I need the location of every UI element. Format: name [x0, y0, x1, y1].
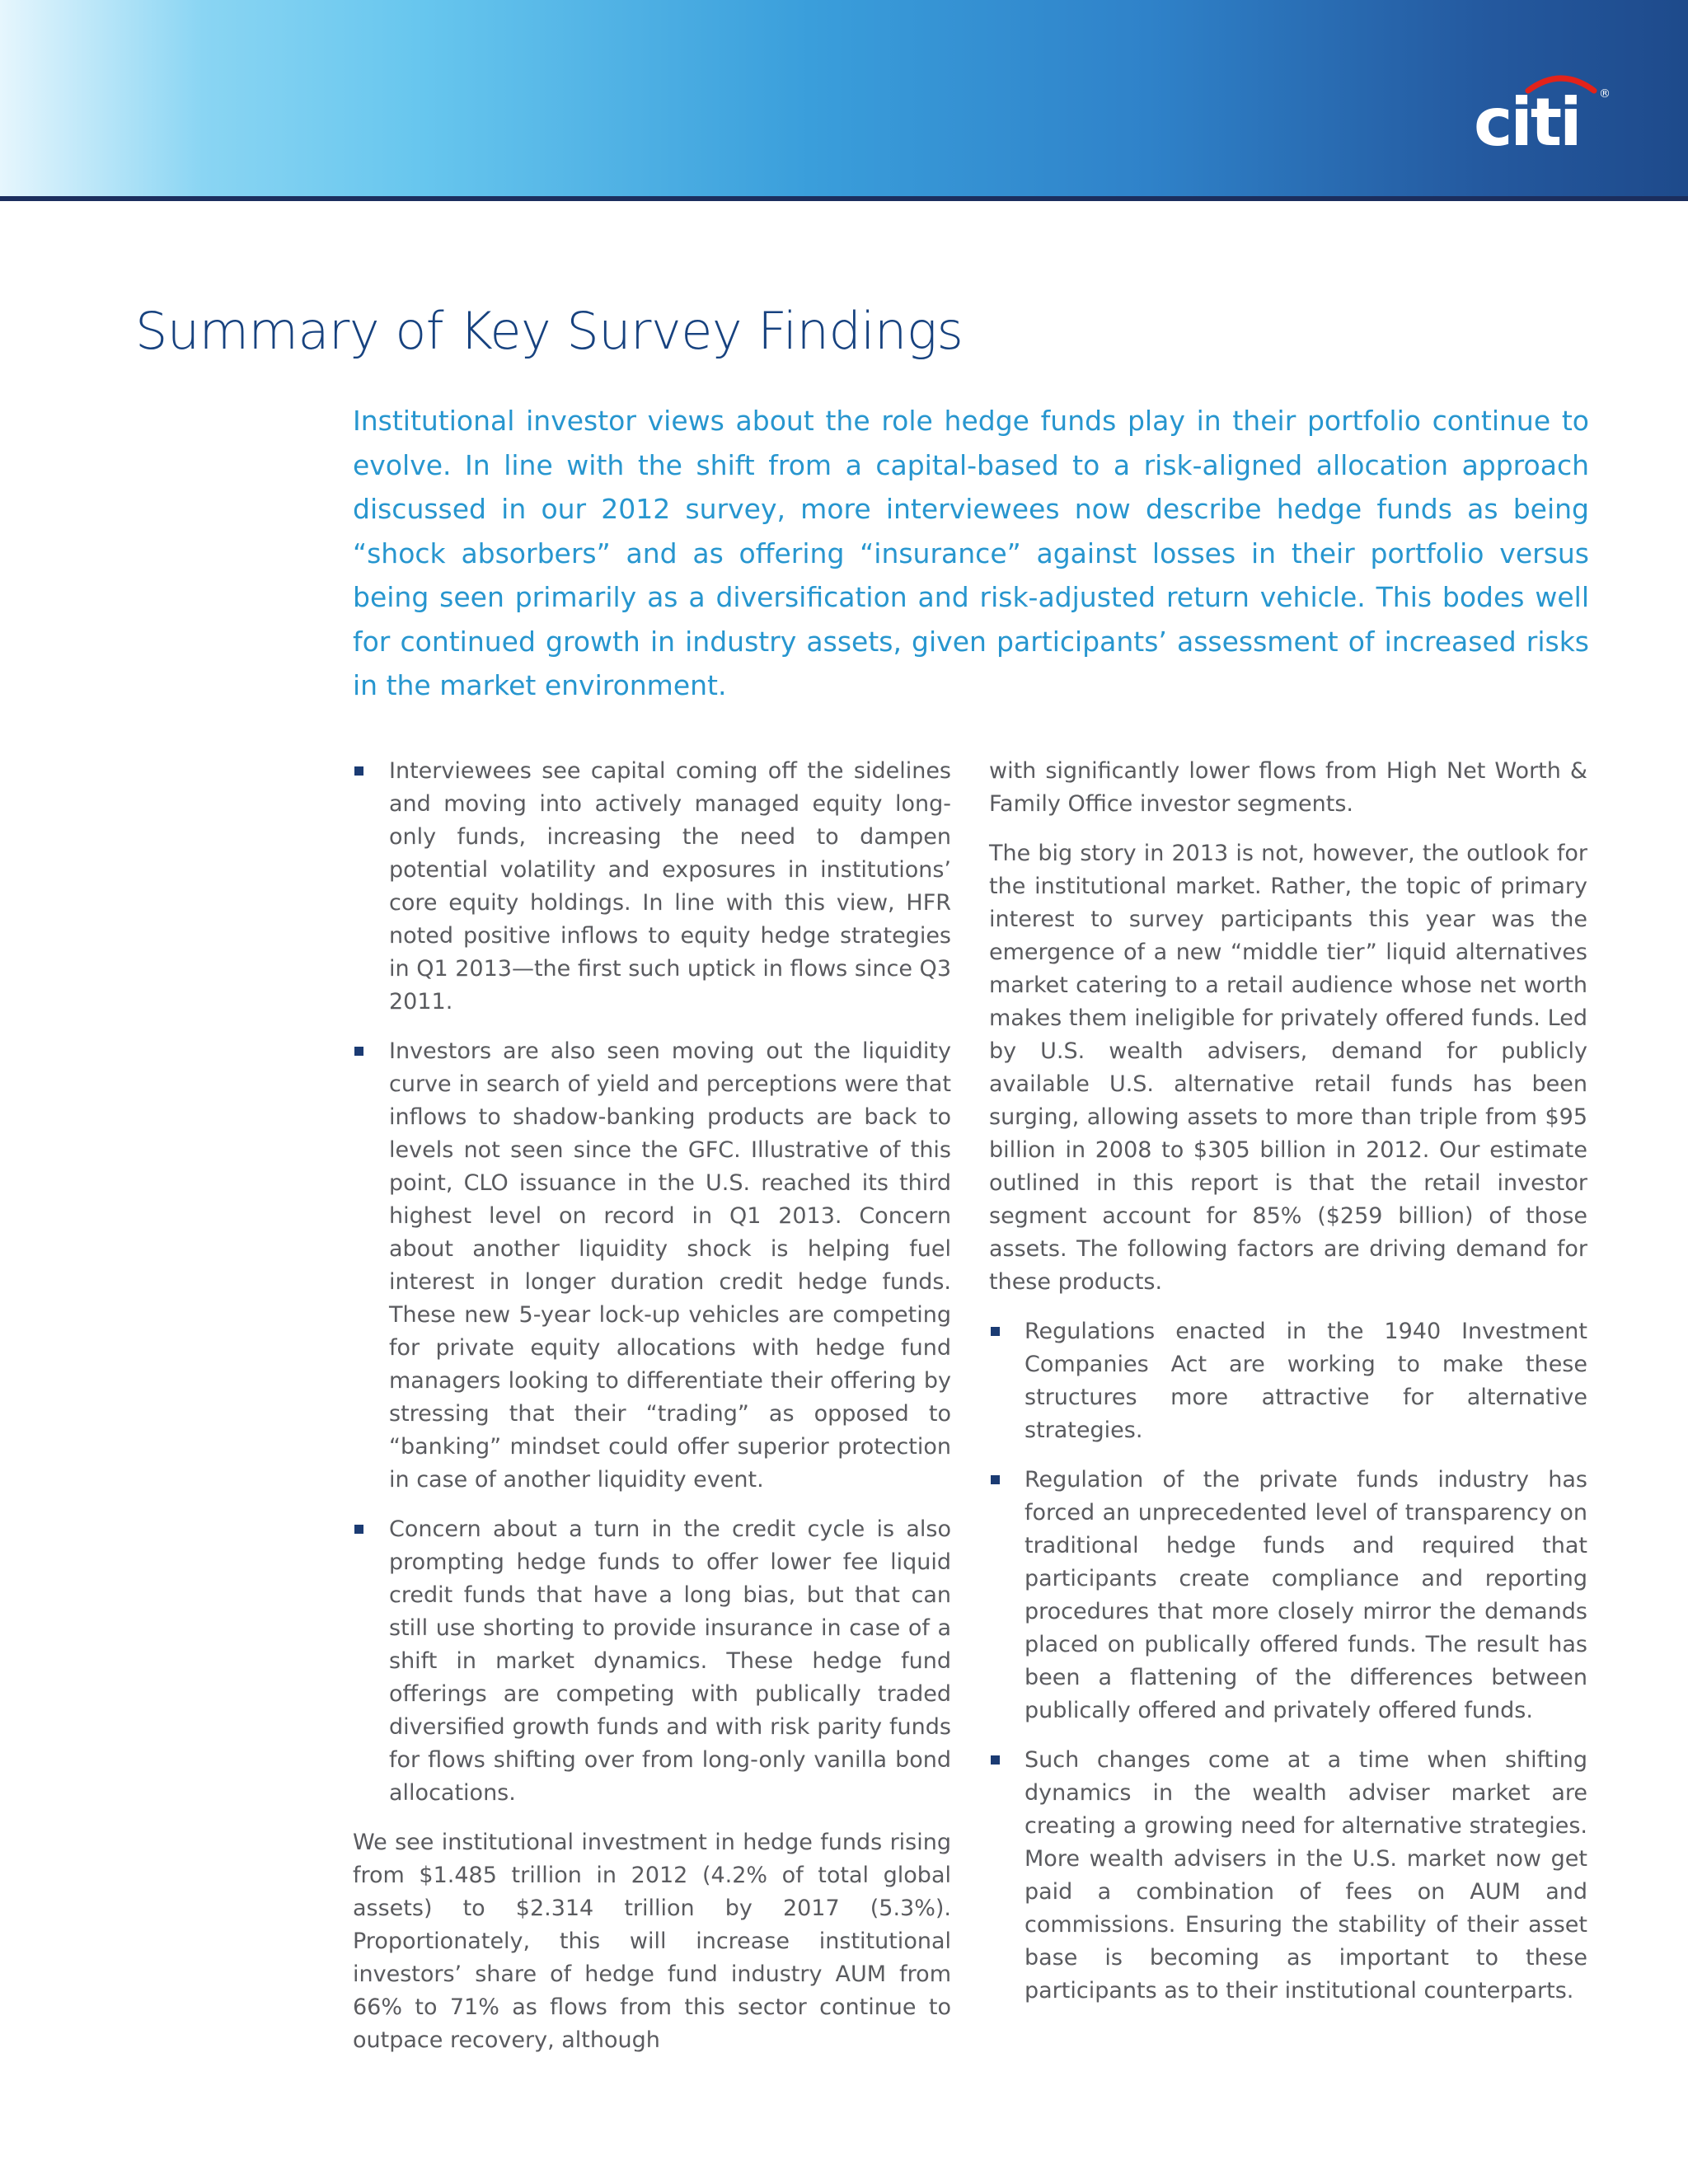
citi-logo: [1474, 69, 1614, 152]
bullet-text: Concern about a turn in the credit cycle is also prompting hedge funds to offer lower fee liquid credit funds that have a long bias, but that can still use shorting to provide insurance in case of a shift in market dynamics. These hedge fund offerings are competing with publically traded diversified growth funds and with risk parity funds for flows shifting over from long-only vanilla bond allocations.: [389, 1516, 951, 1806]
left-column: [353, 755, 951, 2074]
big-story-paragraph: The big story in 2013 is not, however, the outlook for the institutional market. Rather, the topic of primary interest to survey participants this year was the emergence of a new “middle tier” liquid alternatives market catering to a retail audience whose net worth makes them ineligible for privately offered funds. Led by U.S. wealth advisers, demand for publicly available U.S. alternative retail funds has been surging, allowing assets to more than triple from $95 billion in 2008 to $305 billion in 2012. Our estimate outlined in this report is that the retail investor segment account for 85% ($259 billion) of those assets. The following factors are driving demand for these products.: [989, 841, 1587, 1295]
header-divider: [0, 196, 1688, 201]
logo-wordmark: citi: [1474, 84, 1580, 152]
intro-summary: Institutional investor views about the role hedge funds play in their portfolio continue to evolve. In line with the shift from a capital-based to a risk-aligned allocation approach discussed in our 2012 survey, more interviewees now describe hedge funds as being “shock absorbers” and as offering “insurance” against losses in their portfolio versus being seen primarily as a diversification and risk-adjusted return vehicle. This bodes well for continued growth in industry assets, given participants’ assessment of increased risks in the market environment.: [353, 405, 1589, 701]
list-item: [353, 755, 951, 1019]
square-bullet-icon: [354, 766, 363, 776]
list-item: [353, 1513, 951, 1810]
bullet-text: Investors are also seen moving out the liquidity curve in search of yield and perceptions were that inflows to shadow-banking products are back to levels not seen since the GFC. Illustrative of this point, CLO issuance in the U.S. reached its third highest level on record in Q1 2013. Concern about another liquidity shock is helping fuel interest in longer duration credit hedge funds. These new 5-year lock-up vehicles are competing for private equity allocations with hedge fund managers looking to differentiate their offering by stressing that their “trading” as opposed to “banking” mindset could offer superior protection in case of another liquidity event.: [389, 1038, 951, 1493]
square-bullet-icon: [991, 1475, 1000, 1484]
registered-mark: ®: [1599, 87, 1611, 101]
square-bullet-icon: [354, 1047, 363, 1056]
list-item: [989, 1744, 1587, 2008]
square-bullet-icon: [991, 1327, 1000, 1336]
bullet-text: Interviewees see capital coming off the sidelines and moving into actively managed equity long-only funds, increasing the need to dampen potential volatility and exposures in institutions’ core equity holdings. In line with this view, HFR noted positive inflows to equity hedge strategies in Q1 2013—the first such uptick in flows since Q3 2011.: [389, 758, 951, 1015]
list-item: [989, 1315, 1587, 1447]
right-bullet-list: [989, 1315, 1587, 2008]
bullet-text: Regulation of the private funds industry has forced an unprecedented level of transparency on traditional hedge funds and required that participants create compliance and reporting procedures that more closely mirror the demands placed on publically offered funds. The result has been a flattening of the differences between publically offered and privately offered funds.: [1025, 1467, 1587, 1723]
square-bullet-icon: [354, 1525, 363, 1534]
right-column: [989, 755, 1587, 2024]
header-banner: [0, 0, 1688, 196]
left-bullet-list: [353, 755, 951, 1810]
bullet-text: Regulations enacted in the 1940 Investment Companies Act are working to make these structures more attractive for alternative strategies.: [1025, 1319, 1587, 1443]
list-item: [989, 1464, 1587, 1727]
page-title: Summary of Key Survey Findings: [135, 301, 964, 361]
square-bullet-icon: [991, 1755, 1000, 1765]
institutional-investment-paragraph: We see institutional investment in hedge funds rising from $1.485 trillion in 2012 (4.2% of total global assets) to $2.314 trillion by 2017 (5.3%). Proportionately, this will increase institutional investors’ share of hedge fund industry AUM from 66% to 71% as flows from this sector continue to outpace recovery, although: [353, 1830, 951, 2053]
citi-logo-graphic: [1474, 69, 1614, 152]
bullet-text: Such changes come at a time when shifting dynamics in the wealth adviser market are creating a growing need for alternative strategies. More wealth advisers in the U.S. market now get paid a combination of fees on AUM and commissions. Ensuring the stability of their asset base is becoming as important to these participants as to their institutional counterparts.: [1025, 1747, 1587, 2004]
list-item: [353, 1035, 951, 1497]
continuation-paragraph: with significantly lower flows from High Net Worth & Family Office investor segments.: [989, 758, 1587, 817]
